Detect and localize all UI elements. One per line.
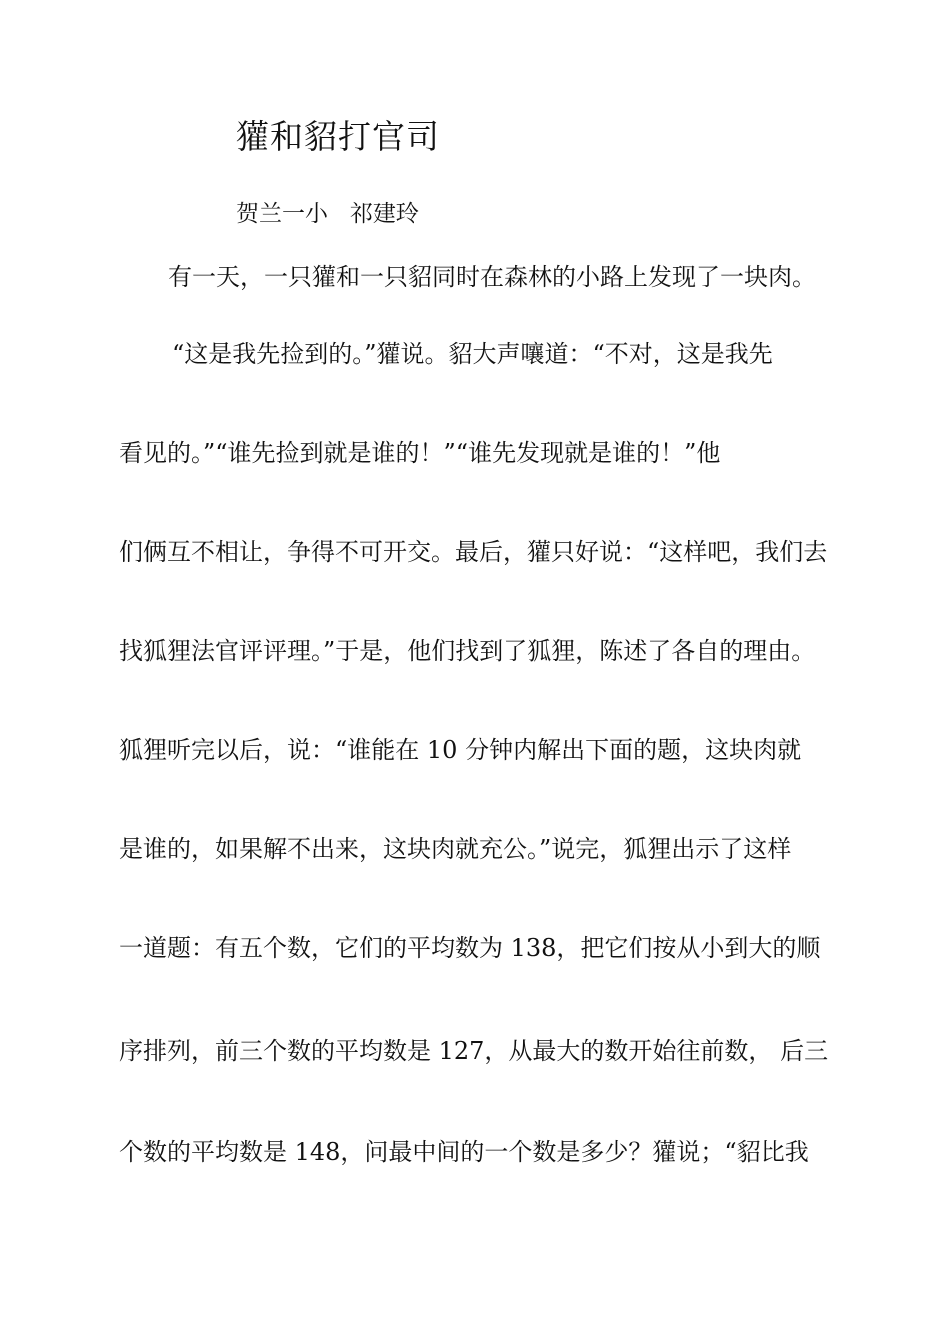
document-title: 獾和貂打官司	[236, 117, 440, 156]
paragraph-line: 们俩互不相让，争得不可开交。最后，獾只好说：“这样吧，我们去	[119, 538, 828, 566]
paragraph-line: 序排列，前三个数的平均数是 127，从最大的数开始往前数， 后三	[119, 1037, 829, 1065]
paragraph-line: 找狐狸法官评评理。”于是，他们找到了狐狸，陈述了各自的理由。	[119, 637, 816, 665]
paragraph-line: 狐狸听完以后，说：“谁能在 10 分钟内解出下面的题，这块肉就	[119, 736, 802, 764]
paragraph-line: 看见的。”“谁先捡到就是谁的！”“谁先发现就是谁的！”他	[119, 439, 721, 467]
document-author: 贺兰一小 祁建玲	[236, 201, 419, 227]
paragraph-line: “这是我先捡到的。”獾说。貂大声嚷道：“不对，这是我先	[172, 340, 773, 368]
paragraph-line: 有一天，一只獾和一只貂同时在森林的小路上发现了一块肉。	[168, 263, 816, 291]
paragraph-line: 个数的平均数是 148，问最中间的一个数是多少？獾说；“貂比我	[119, 1138, 809, 1166]
paragraph-line: 是谁的，如果解不出来，这块肉就充公。”说完，狐狸出示了这样	[119, 835, 792, 863]
paragraph-line: 一道题：有五个数，它们的平均数为 138，把它们按从小到大的顺	[119, 934, 821, 962]
